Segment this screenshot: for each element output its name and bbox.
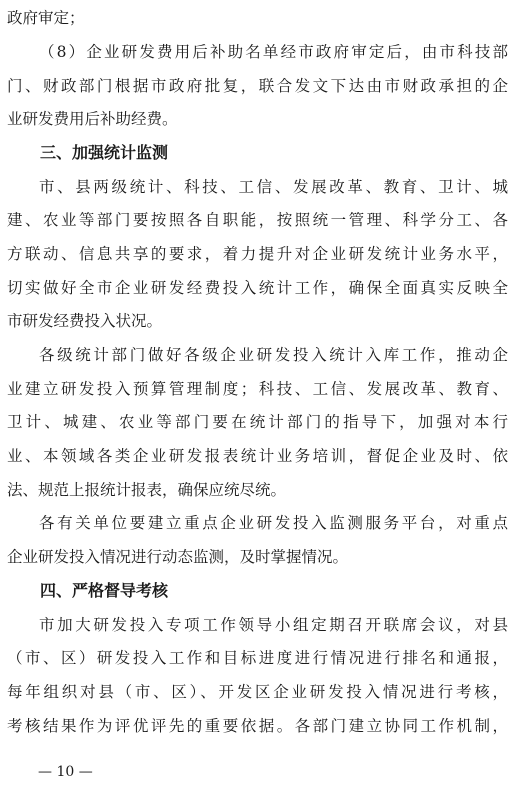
text-line: 法、规范上报统计报表，确保应统尽统。	[7, 481, 287, 499]
text-line: 市研发经费投入状况。	[7, 312, 163, 330]
text-line: 市、县两级统计、科技、工信、发展改革、教育、卫计、城	[39, 178, 508, 196]
text-line: 业、本领域各类企业研发报表统计业务培训，督促企业及时、依	[7, 447, 508, 465]
section-heading: 三、加强统计监测	[40, 143, 169, 162]
text-line: 门、财政部门根据市政府批复，联合发文下达由市财政承担的企	[7, 77, 508, 95]
text-line: 每年组织对县（市、区）、开发区企业研发投入情况进行考核，	[7, 683, 508, 701]
text-line: 业研发费用后补助经费。	[7, 110, 178, 128]
section-heading: 四、严格督导考核	[40, 581, 169, 600]
text-line: 方联动、信息共享的要求，着力提升对企业研发统计业务水平，	[7, 245, 508, 263]
text-line: 政府审定；	[7, 9, 85, 27]
text-line: 各有关单位要建立重点企业研发投入监测服务平台，对重点	[39, 514, 508, 532]
text-line: 建、农业等部门要按照各自职能，按照统一管理、科学分工、各	[7, 211, 508, 229]
page-number: — 10 —	[38, 764, 93, 780]
text-line: （8）企业研发费用后补助名单经市政府审定后，由市科技部	[39, 43, 508, 61]
text-line: 企业研发投入情况进行动态监测，及时掌握情况。	[7, 548, 349, 566]
text-line: 考核结果作为评优评先的重要依据。各部门建立协同工作机制，	[7, 717, 508, 735]
text-line: 各级统计部门做好各级企业研发投入统计入库工作，推动企	[39, 346, 508, 364]
text-line: 市加大研发投入专项工作领导小组定期召开联席会议，对县	[39, 616, 508, 634]
text-line: 切实做好全市企业研发经费投入统计工作，确保全面真实反映全	[7, 279, 508, 297]
text-line: （市、区）研发投入工作和目标进度进行情况进行排名和通报，	[7, 649, 508, 667]
text-line: 业建立研发投入预算管理制度；科技、工信、发展改革、教育、	[7, 380, 508, 398]
text-line: 卫计、城建、农业等部门要在统计部门的指导下，加强对本行	[7, 413, 508, 431]
